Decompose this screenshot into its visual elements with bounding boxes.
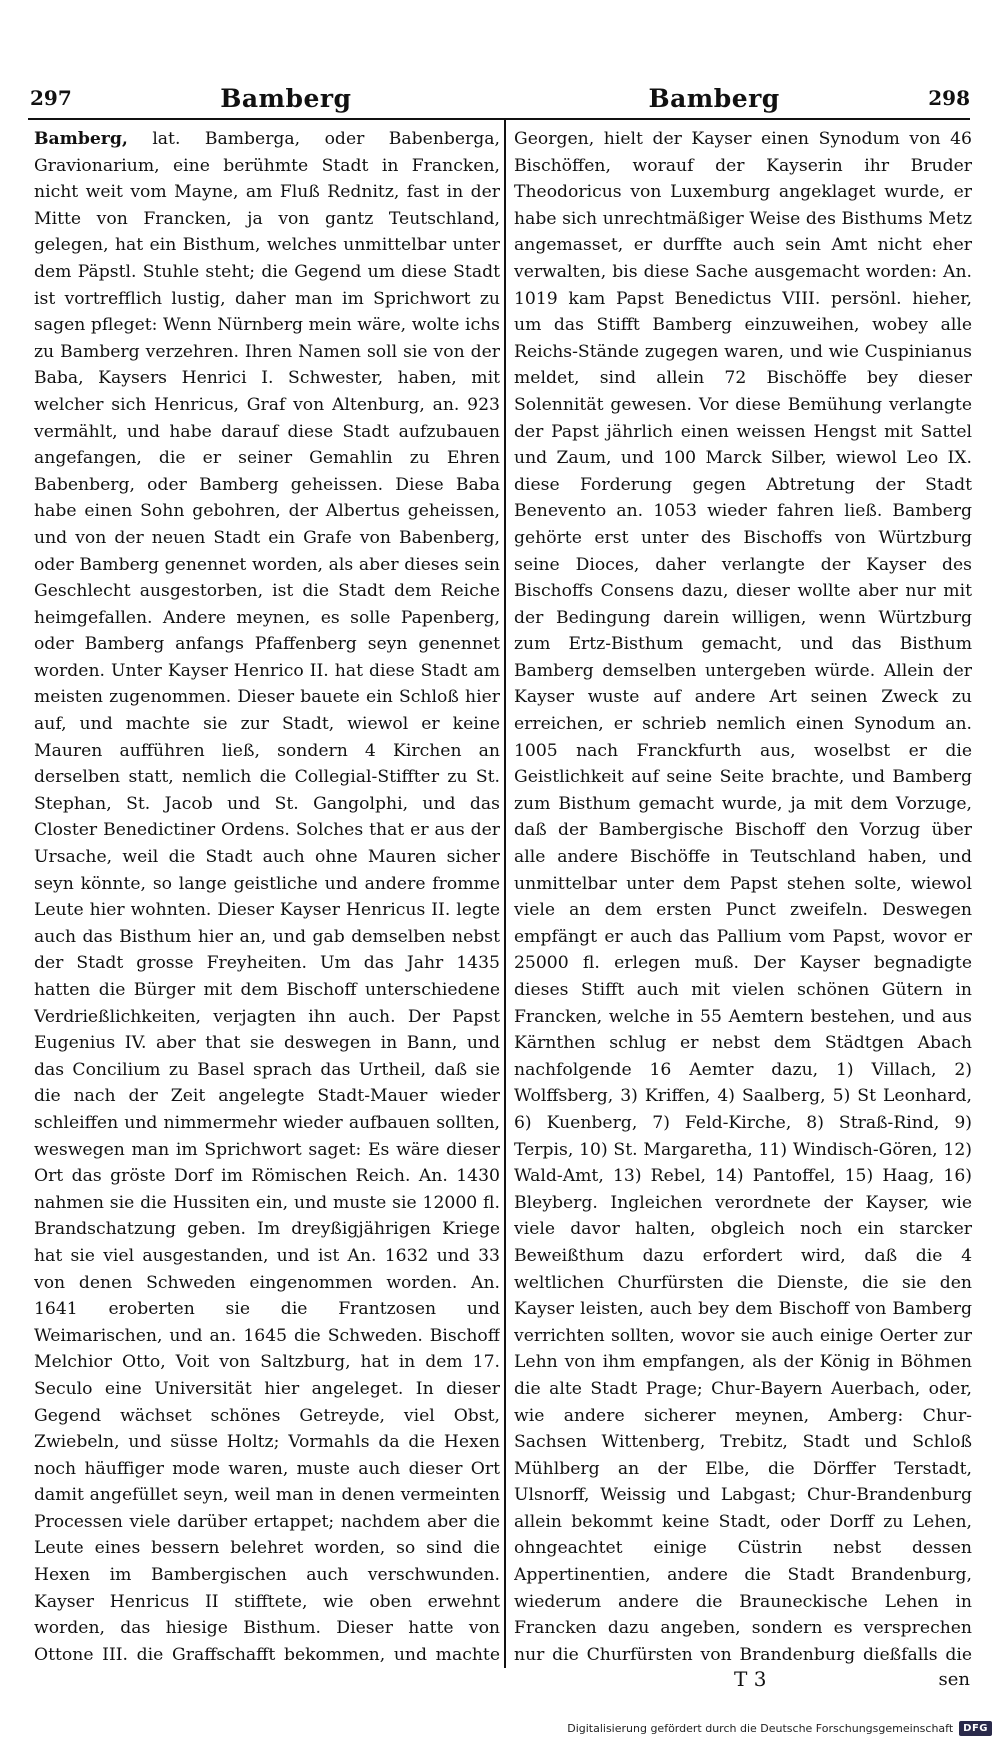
- header-left: [30, 84, 500, 113]
- digitization-footer: [567, 1721, 992, 1736]
- right-column-text: Georgen, hielt der Kayser einen Synodum von 46 Bischöffen, worauf der Kayserin ihr Bruder Theodoricus von Luxemburg angeklaget wurde, er habe sich unrechtmäßiger Weise des Bisthums Metz angemasset, er durffte auch sein Amt nicht eher verwalten, bis diese Sache ausgemacht worden: An. 1019 kam Papst Benedictus VIII. persönl. hieher, um das Stifft Bamberg einzuweihen, wobey alle Reichs-Stände zugegen waren, und wie Cuspinianus meldet, sind allein 72 Bischöffe bey dieser Solennität gewesen. Vor diese Bemühung verlangte der Papst jährlich einen weissen Hengst mit Sattel und Zaum, und 100 Marck Silber, wiewol Leo IX. diese Forderung gegen Abtretung der Stadt Benevento an. 1053 wieder fahren ließ. Bamberg gehörte erst unter des Bischoffs von Würtzburg seine Dioces, daher verlangte der Kayser des Bischoffs Consens dazu, dieser wollte aber nur mit der Bedingung darein willigen, wenn Würtzburg zum Ertz-Bisthum gemacht, und das Bisthum Bamberg demselben untergeben würde. Allein der Kayser wuste auf andere Art seinen Zweck zu erreichen, er schrieb nemlich einen Synodum an. 1005 nach Franckfurth aus, woselbst er die Geistlichkeit auf seine Seite brachte, und Bamberg zum Bisthum gemacht wurde, ja mit dem Vorzuge, daß der Bambergische Bischoff den Vorzug über alle andere Bischöffe in Teutschland haben, und unmittelbar unter dem Papst stehen solte, wiewol viele an dem ersten Punct zweifeln. Deswegen empfängt er auch das Pallium vom Papst, wovor er 25000 fl. erlegen muß. Der Kayser begnadigte dieses Stifft auch mit vielen schönen Gütern in Francken, welche in 55 Aemtern bestehen, und aus Kärnthen schlug er nebst dem Städtgen Abach nachfolgende 16 Aemter dazu, 1) Villach, 2) Wolffsberg, 3) Kriffen, 4) Saalberg, 5) St Leonhard, 6) Kuenberg, 7) Feld-Kirche, 8) Straß-Rind, 9) Terpis, 10) St. Margaretha, 11) Windisch-Gören, 12) Wald-Amt, 13) Rebel, 14) Pantoffel, 15) Haag, 16) Bleyberg. Ingleichen verordnete der Kayser, wie viele davor halten, obgleich noch ein starcker Beweißthum dazu erfordert wird, daß die 4 weltlichen Churfürsten die Dienste, die sie den Kayser leisten, auch bey dem Bischoff von Bamberg verrichten sollten, wovor sie auch einige Oerter zur Lehn von ihm empfangen, als der König in Böhmen die alte Stadt Prage; Chur-Bayern Auerbach, oder, wie andere sicherer meynen, Amberg: Chur-Sachsen Wittenberg, Trebitz, Stadt und Schloß Mühlberg an der Elbe, die Dörffer Terstadt, Ulsnorff, Weissig und Labgast; Chur-Brandenburg allein bekommt keine Stadt, oder Dorff zu Lehen, ohngeachtet einige Cüstrin nebst dessen Appertinentien, andere die Stadt Brandenburg, wiederum andere die Brauneckische Lehen in Francken dazu angeben, sondern es versprechen nur die Churfürsten von Brandenburg dießfalls die: [514, 129, 972, 1665]
- header-right: [500, 84, 970, 113]
- left-column-paragraph: [34, 126, 500, 1666]
- left-running-title: Bamberg: [220, 83, 352, 113]
- signature-mark: T 3: [734, 1667, 767, 1691]
- column-divider: [504, 120, 506, 1668]
- entry-headword: Bamberg,: [34, 129, 128, 149]
- left-column: [34, 126, 500, 1666]
- dfg-logo: DFG: [959, 1721, 992, 1736]
- running-header: [30, 80, 970, 116]
- header-rule: [28, 118, 970, 120]
- right-page-number: 298: [928, 86, 970, 110]
- catchword: sen: [938, 1668, 970, 1690]
- right-column: [514, 126, 972, 1666]
- left-column-text: lat. Bamberga, oder Babenberga, Gravionarium, eine berühmte Stadt in Francken, nicht weit vom Mayne, am Fluß Rednitz, fast in der Mitte von Francken, ja von gantz Teutschland, gelegen, hat ein Bisthum, welches unmittelbar unter dem Päpstl. Stuhle steht; die Gegend um diese Stadt ist vortrefflich lustig, daher man im Sprichwort zu sagen pfleget: Wenn Nürnberg mein wäre, wolte ichs zu Bamberg verzehren. Ihren Namen soll sie von der Baba, Kaysers Henrici I. Schwester, haben, mit welcher sich Henricus, Graf von Altenburg, an. 923 vermählt, und habe darauf diese Stadt aufzubauen angefangen, die er seiner Gemahlin zu Ehren Babenberg, oder Bamberg geheissen. Diese Baba habe einen Sohn gebohren, der Albertus geheissen, und von der neuen Stadt ein Grafe von Babenberg, oder Bamberg genennet worden, als aber dieses sein Geschlecht ausgestorben, ist die Stadt dem Reiche heimgefallen. Andere meynen, es solle Papenberg, oder Bamberg anfangs Pfaffenberg seyn genennet worden. Unter Kayser Henrico II. hat diese Stadt am meisten zugenommen. Dieser bauete ein Schloß hier auf, und machte sie zur Stadt, wiewol er keine Mauren aufführen ließ, sondern 4 Kirchen an derselben statt, nemlich die Collegial-Stiffter zu St. Stephan, St. Jacob und St. Gangolphi, und das Closter Benedictiner Ordens. Solches that er aus der Ursache, weil die Stadt auch ohne Mauren sicher seyn könnte, so lange geistliche und andere fromme Leute hier wohnten. Dieser Kayser Henricus II. legte auch das Bisthum hier an, und gab demselben nebst der Stadt grosse Freyheiten. Um das Jahr 1435 hatten die Bürger mit dem Bischoff unterschiedene Verdrießlichkeiten, verjagten ihn auch. Der Papst Eugenius IV. aber that sie deswegen in Bann, und das Concilium zu Basel sprach das Urtheil, daß sie die nach der Zeit angelegte Stadt-Mauer wieder schleiffen und nimmermehr wieder aufbauen sollten, weswegen man im Sprichwort saget: Es wäre dieser Ort das gröste Dorf im Römischen Reich. An. 1430 nahmen sie die Hussiten ein, und muste sie 12000 fl. Brandschatzung geben. Im dreyßigjährigen Kriege hat sie viel ausgestanden, und ist An. 1632 und 33 von denen Schweden eingenommen worden. An. 1641 eroberten sie die Frantzosen und Weimarischen, und an. 1645 die Schweden. Bischoff Melchior Otto, Voit von Saltzburg, hat in dem 17. Seculo eine Universität hier angeleget. In dieser Gegend wächset schönes Getreyde, viel Obst, Zwiebeln, und süsse Holtz; Vormahls da die Hexen noch häuffiger mode waren, muste auch dieser Ort damit angefüllet seyn, weil man in denen vermeinten Processen viele darüber ertappet; nachdem aber die Leute eines bessern belehret worden, so sind die Hexen im Bambergischen auch verschwunden. Kayser Henricus II stifftete, wie oben erwehnt worden, das hiesige Bisthum. Dieser hatte von Ottone III. die Graffschafft bekommen, und machte: [34, 129, 500, 1665]
- page-foot-line: [514, 1664, 970, 1694]
- funding-credit: Digitalisierung gefördert durch die Deutsche Forschungsgemeinschaft: [567, 1722, 954, 1735]
- right-running-title: Bamberg: [648, 83, 780, 113]
- left-page-number: 297: [30, 86, 72, 110]
